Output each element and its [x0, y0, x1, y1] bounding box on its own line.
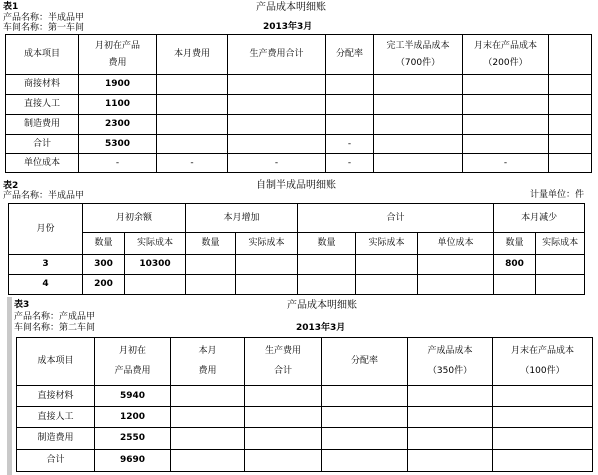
table2-cell-begin-cost: 10300	[125, 255, 186, 275]
table3-header-total-line1: 生产费用	[264, 346, 301, 356]
table1-cell-end: -	[463, 154, 549, 173]
table-row	[17, 407, 593, 428]
table2-cell-begin-qty: 200	[83, 275, 125, 295]
table3-title: 产品成本明细账	[287, 300, 357, 311]
table2-cell-sub-cost	[536, 255, 585, 275]
table1-title: 产品成本明细账	[256, 2, 326, 13]
table1-product: 产品名称：半成品甲	[3, 13, 85, 23]
table3-header-month-line1: 本月	[198, 346, 217, 356]
table1-cell-alloc	[326, 75, 374, 95]
table1-header-row	[6, 35, 592, 75]
table3-cell-item: 直接人工	[17, 407, 95, 428]
table2-header-sub-qty: 数量	[494, 233, 536, 255]
table1-cell-item: 商接材料	[6, 75, 79, 95]
table1-cell-total	[228, 135, 326, 154]
table3-header-end-line2: （100件）	[520, 366, 565, 376]
table3-cell-month	[171, 428, 245, 450]
table3-header-begin	[95, 338, 171, 386]
table1-cell-blank	[549, 154, 592, 173]
table1-cell-end	[463, 95, 549, 115]
table3-cell-item: 直接材料	[17, 386, 95, 407]
table1-cell-begin: 1900	[79, 75, 157, 95]
table2-title: 自制半成品明细账	[256, 180, 336, 191]
table2-cell-sub-qty: 800	[494, 255, 536, 275]
table-row	[6, 135, 592, 154]
table2-header-sub: 本月减少	[494, 204, 585, 233]
table1-cell-begin: 2300	[79, 115, 157, 135]
table3-header-item: 成本项目	[17, 338, 95, 386]
table3-header-done-line2: （350件）	[427, 366, 473, 376]
table1-cell-blank	[549, 115, 592, 135]
table2-cell-add-cost	[236, 275, 298, 295]
table2-cell-sum-cost	[356, 255, 418, 275]
table2-header-add-qty: 数量	[186, 233, 236, 255]
table2-header-sum: 合计	[298, 204, 494, 233]
table2-cell-sum-cost	[356, 275, 418, 295]
table2-cell-add-qty	[186, 255, 236, 275]
table3-cell-done	[408, 428, 493, 450]
table1-header-end-line2: （200件）	[483, 57, 528, 68]
table3-date: 2013年3月	[296, 323, 346, 333]
table3-cell-total	[245, 428, 322, 450]
table2-header-row1	[9, 204, 585, 233]
table2-cell-sum-qty	[298, 255, 356, 275]
table3-cell-begin: 5940	[95, 386, 171, 407]
table1-header-done-line1: 完工半成品成本	[386, 40, 450, 51]
table2-unit: 计量单位：件	[530, 190, 585, 200]
table2-header-row2	[9, 233, 585, 255]
table3-header-done	[408, 338, 493, 386]
table1-cell-alloc	[326, 95, 374, 115]
table1-cell-done	[374, 115, 463, 135]
table3-cell-item: 合计	[17, 450, 95, 472]
table-row	[6, 115, 592, 135]
table3-cell-begin: 9690	[95, 450, 171, 472]
table3-header-total-line2: 合计	[273, 366, 292, 376]
table1-cell-end	[463, 135, 549, 154]
table-row	[17, 386, 593, 407]
table3-tag: 表3	[14, 300, 30, 310]
table3-header-done-line1: 产成品成本	[427, 346, 473, 356]
section3-divider	[7, 297, 12, 475]
table2-header-sub-cost: 实际成本	[536, 233, 585, 255]
table3-cell-month	[171, 386, 245, 407]
table1-cell-begin: 1100	[79, 95, 157, 115]
table2-tag: 表2	[3, 181, 19, 191]
table1-cell-done	[374, 154, 463, 173]
table1-cell-total	[228, 95, 326, 115]
table2-header-add: 本月增加	[186, 204, 298, 233]
table1-cell-end	[463, 75, 549, 95]
table1-header-item: 成本项目	[6, 35, 79, 75]
table1-cell-month	[157, 115, 228, 135]
table3-header-end-line1: 月末在产品成本	[510, 346, 574, 356]
table1-cell-month	[157, 75, 228, 95]
table3-workshop: 车间名称：第二车间	[14, 323, 96, 333]
table3-cell-alloc	[322, 450, 408, 472]
table3-cell-begin: 2550	[95, 428, 171, 450]
table-row	[9, 275, 585, 295]
table3-product: 产品名称：产成品甲	[14, 312, 96, 322]
table3-cell-begin: 1200	[95, 407, 171, 428]
table1-cell-alloc: -	[326, 154, 374, 173]
table1-cell-done	[374, 75, 463, 95]
table3-header-alloc: 分配率	[322, 338, 408, 386]
table1-header-month: 本月费用	[157, 35, 228, 75]
table3-cell-total	[245, 407, 322, 428]
table1-cell-begin: -	[79, 154, 157, 173]
table3	[16, 337, 593, 472]
table3-header-total	[245, 338, 322, 386]
table2-cell-sum-qty	[298, 275, 356, 295]
table1-date: 2013年3月	[263, 22, 313, 32]
table1-cell-month: -	[157, 154, 228, 173]
table1-header-blank	[549, 35, 592, 75]
table1-cell-total	[228, 75, 326, 95]
table2-cell-month: 3	[9, 255, 83, 275]
table3-cell-total	[245, 450, 322, 472]
table3-cell-done	[408, 386, 493, 407]
table2-cell-sum-unitcost	[418, 255, 494, 275]
table1-cell-begin: 5300	[79, 135, 157, 154]
table1-header-end-line1: 月末在产品成本	[473, 40, 537, 51]
table-row	[9, 255, 585, 275]
table2-header-add-cost: 实际成本	[236, 233, 298, 255]
table3-cell-end	[493, 407, 593, 428]
table1-cell-total	[228, 115, 326, 135]
table2-header-sum-qty: 数量	[298, 233, 356, 255]
table2-header-begin-cost: 实际成本	[125, 233, 186, 255]
table2-cell-month: 4	[9, 275, 83, 295]
table2-header-sum-unitcost: 单位成本	[418, 233, 494, 255]
table1-cell-item: 直接人工	[6, 95, 79, 115]
table1-header-end	[463, 35, 549, 75]
table1-header-alloc: 分配率	[326, 35, 374, 75]
table2-cell-sub-cost	[536, 275, 585, 295]
table1	[5, 34, 592, 173]
table1-header-done	[374, 35, 463, 75]
table3-cell-month	[171, 450, 245, 472]
table1-tag: 表1	[3, 2, 19, 12]
table2-cell-sum-unitcost	[418, 275, 494, 295]
table-row	[6, 95, 592, 115]
table3-header-begin-line2: 产品费用	[114, 366, 151, 376]
table3-cell-alloc	[322, 407, 408, 428]
table1-cell-total: -	[228, 154, 326, 173]
table3-cell-end	[493, 428, 593, 450]
table3-header-begin-line1: 月初在	[118, 346, 146, 356]
table3-cell-alloc	[322, 386, 408, 407]
table3-cell-item: 制造费用	[17, 428, 95, 450]
table1-header-begin	[79, 35, 157, 75]
table3-cell-end	[493, 386, 593, 407]
table1-header-begin-line2: 费用	[108, 57, 127, 68]
table1-cell-blank	[549, 95, 592, 115]
table1-header-total: 生产费用合计	[228, 35, 326, 75]
table3-cell-done	[408, 450, 493, 472]
table-row	[17, 428, 593, 450]
table2-cell-add-qty	[186, 275, 236, 295]
table1-cell-month	[157, 135, 228, 154]
table1-cell-alloc: -	[326, 135, 374, 154]
table1-cell-done	[374, 95, 463, 115]
table2-header-begin: 月初余额	[83, 204, 186, 233]
table2-cell-sub-qty	[494, 275, 536, 295]
table1-header-begin-line1: 月初在产品	[94, 40, 140, 51]
table3-header-end	[493, 338, 593, 386]
table1-header-done-line2: （700件）	[395, 57, 441, 68]
table3-cell-end	[493, 450, 593, 472]
table3-header-row	[17, 338, 593, 386]
table2-cell-begin-cost	[125, 275, 186, 295]
table1-cell-item: 制造费用	[6, 115, 79, 135]
table1-cell-item: 合计	[6, 135, 79, 154]
table2	[8, 203, 585, 295]
table3-cell-total	[245, 386, 322, 407]
table1-cell-end	[463, 115, 549, 135]
table1-cell-blank	[549, 135, 592, 154]
table-row	[17, 450, 593, 472]
table3-cell-alloc	[322, 428, 408, 450]
table3-header-month	[171, 338, 245, 386]
table2-header-sum-cost: 实际成本	[356, 233, 418, 255]
table1-cell-item: 单位成本	[6, 154, 79, 173]
table3-header-month-line2: 费用	[198, 366, 217, 376]
table2-header-begin-qty: 数量	[83, 233, 125, 255]
table3-cell-month	[171, 407, 245, 428]
table-row	[6, 154, 592, 173]
table1-cell-blank	[549, 75, 592, 95]
table1-cell-done	[374, 135, 463, 154]
table3-cell-done	[408, 407, 493, 428]
table1-cell-alloc	[326, 115, 374, 135]
table2-cell-begin-qty: 300	[83, 255, 125, 275]
table2-header-month: 月份	[9, 204, 83, 255]
table2-product: 产品名称：半成品甲	[3, 191, 85, 201]
table-row	[6, 75, 592, 95]
table1-cell-month	[157, 95, 228, 115]
table2-cell-add-cost	[236, 255, 298, 275]
table1-workshop: 车间名称：第一车间	[3, 23, 85, 33]
